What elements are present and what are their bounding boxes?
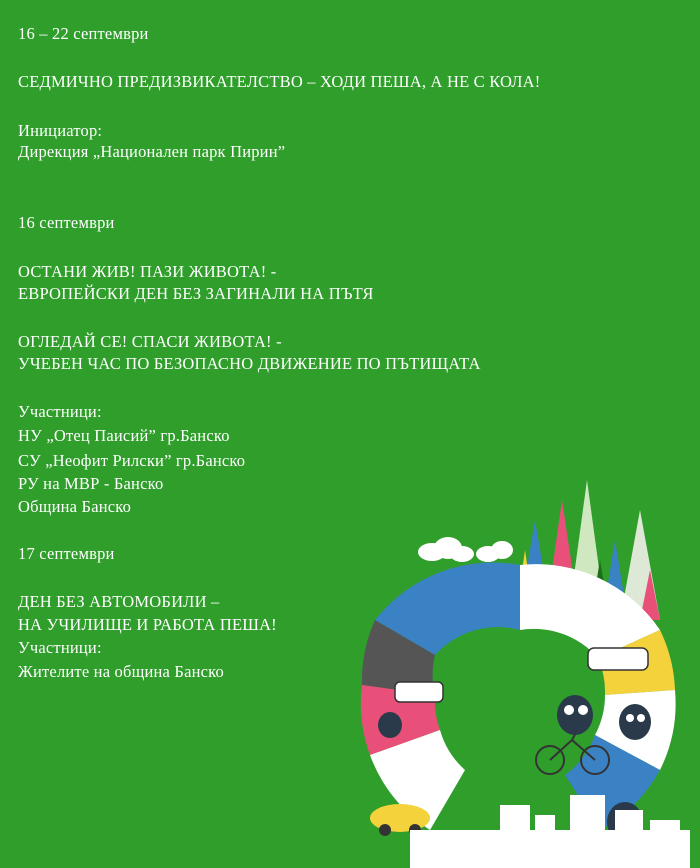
participant-4: Община Банско — [18, 497, 132, 516]
event2-line1: ОГЛЕДАЙ СЕ! СПАСИ ЖИВОТА! - — [18, 332, 282, 351]
event1-line2: ЕВРОПЕЙСКИ ДЕН БЕЗ ЗАГИНАЛИ НА ПЪТЯ — [18, 284, 374, 303]
participant-3: РУ на МВР - Банско — [18, 474, 164, 493]
cloud-icon — [418, 537, 513, 562]
event2-line2: УЧЕБЕН ЧАС ПО БЕЗОПАСНО ДВИЖЕНИЕ ПО ПЪТИЩАТА — [18, 354, 481, 373]
initiator-name: Дирекция „Национален парк Пирин” — [18, 142, 286, 161]
participants-17: Жителите на община Банско — [18, 662, 224, 681]
participants-label-17: Участници: — [18, 638, 102, 657]
date-16: 16 септември — [18, 213, 115, 232]
initiator-label: Инициатор: — [18, 121, 103, 140]
skyline-icon — [410, 795, 690, 868]
event1-line1: ОСТАНИ ЖИВ! ПАЗИ ЖИВОТА! - — [18, 262, 277, 281]
event3-line1: ДЕН БЕЗ АВТОМОБИЛИ – — [18, 592, 220, 611]
participant-2: СУ „Неофит Рилски” гр.Банско — [18, 451, 246, 470]
week-title: СЕДМИЧНО ПРЕДИЗВИКАТЕЛСТВО – ХОДИ ПЕША, А НЕ С КОЛА! — [18, 72, 541, 91]
date-17: 17 септември — [18, 544, 115, 563]
participant-1: НУ „Отец Паисий” гр.Банско — [18, 426, 230, 445]
week-dates: 16 – 22 септември — [18, 24, 149, 43]
mobility-ring-illustration — [340, 470, 700, 868]
participants-label-16: Участници: — [18, 402, 102, 421]
event3-line2: НА УЧИЛИЩЕ И РАБОТА ПЕША! — [18, 615, 277, 634]
